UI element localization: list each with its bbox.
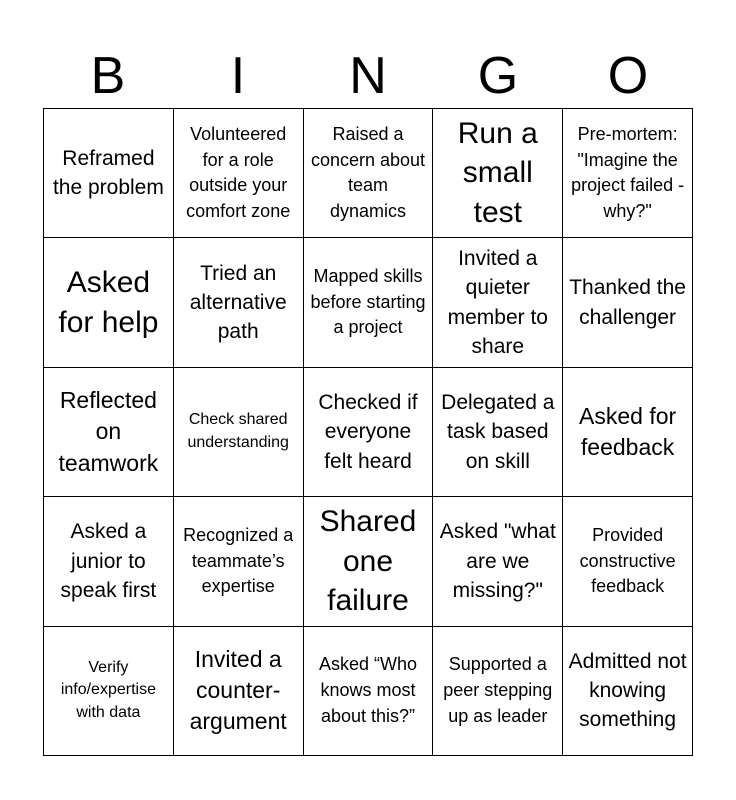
bingo-cell[interactable] <box>433 368 563 497</box>
bingo-cell-label: Checked if everyone felt heard <box>318 390 418 473</box>
bingo-cell-label: Provided constructive feedback <box>579 525 676 597</box>
bingo-cell[interactable] <box>563 627 693 756</box>
bingo-cell[interactable] <box>44 109 174 238</box>
bingo-cell[interactable] <box>174 497 304 626</box>
bingo-cell-label: Raised a concern about team dynamics <box>310 124 426 221</box>
bingo-cell[interactable] <box>174 109 304 238</box>
bingo-cell-label: Verify info/expertise with data <box>60 658 156 722</box>
bingo-cell-label: Supported a peer stepping up as leader <box>443 654 553 726</box>
bingo-cell[interactable] <box>304 238 434 367</box>
bingo-cell[interactable] <box>304 627 434 756</box>
bingo-cell-label: Reflected on teamwork <box>58 387 159 476</box>
bingo-cell-label: Shared one failure <box>319 505 417 618</box>
bingo-cell[interactable] <box>174 368 304 497</box>
bingo-cell[interactable] <box>44 238 174 367</box>
bingo-cell[interactable] <box>433 109 563 238</box>
bingo-cell-label: Invited a quieter member to share <box>447 246 548 358</box>
bingo-cell-label: Asked for feedback <box>579 402 677 460</box>
bingo-header <box>43 44 693 108</box>
bingo-cell[interactable] <box>304 109 434 238</box>
bingo-cell-label: Asked “Who knows most about this?” <box>318 654 418 726</box>
header-letter-b: B <box>90 47 126 105</box>
bingo-cell[interactable] <box>174 238 304 367</box>
bingo-cell-label: Admitted not knowing something <box>568 649 687 732</box>
bingo-cell-label: Asked "what are we missing?" <box>439 520 556 603</box>
bingo-cell[interactable] <box>433 238 563 367</box>
bingo-cell[interactable] <box>44 368 174 497</box>
bingo-cell-label: Recognized a teammate’s expertise <box>183 525 294 597</box>
header-letter-g: G <box>477 47 519 105</box>
bingo-cell[interactable] <box>304 497 434 626</box>
bingo-cell[interactable] <box>44 627 174 756</box>
bingo-cell-label: Check shared understanding <box>187 411 289 451</box>
header-letter-i: I <box>230 47 246 105</box>
bingo-cell-label: Volunteered for a role outside your comfort zone <box>186 124 291 221</box>
header-letter-n: N <box>349 47 387 105</box>
bingo-cell-label: Tried an alternative path <box>189 261 287 344</box>
bingo-cell-label: Reframed the problem <box>52 146 164 200</box>
bingo-cell-label: Delegated a task based on skill <box>441 390 555 473</box>
bingo-cell-label: Run a small test <box>457 116 538 229</box>
bingo-board <box>43 108 693 756</box>
bingo-cell[interactable] <box>433 627 563 756</box>
bingo-cell[interactable] <box>563 109 693 238</box>
bingo-cell[interactable] <box>304 368 434 497</box>
bingo-cell[interactable] <box>174 627 304 756</box>
header-letter-o: O <box>607 47 649 105</box>
bingo-cell[interactable] <box>563 238 693 367</box>
bingo-cell-label: Asked for help <box>58 266 159 339</box>
bingo-cell[interactable] <box>563 368 693 497</box>
bingo-cell[interactable] <box>563 497 693 626</box>
bingo-cell-label: Mapped skills before starting a project <box>310 266 426 338</box>
bingo-cell-label: Invited a counter-argument <box>189 645 287 735</box>
bingo-cell-label: Pre-mortem: "Imagine the project failed - why?" <box>571 124 685 221</box>
bingo-cell-label: Thanked the challenger <box>569 276 686 329</box>
bingo-cell[interactable] <box>44 497 174 626</box>
bingo-cell-label: Asked a junior to speak first <box>60 520 157 603</box>
bingo-cell[interactable] <box>433 497 563 626</box>
